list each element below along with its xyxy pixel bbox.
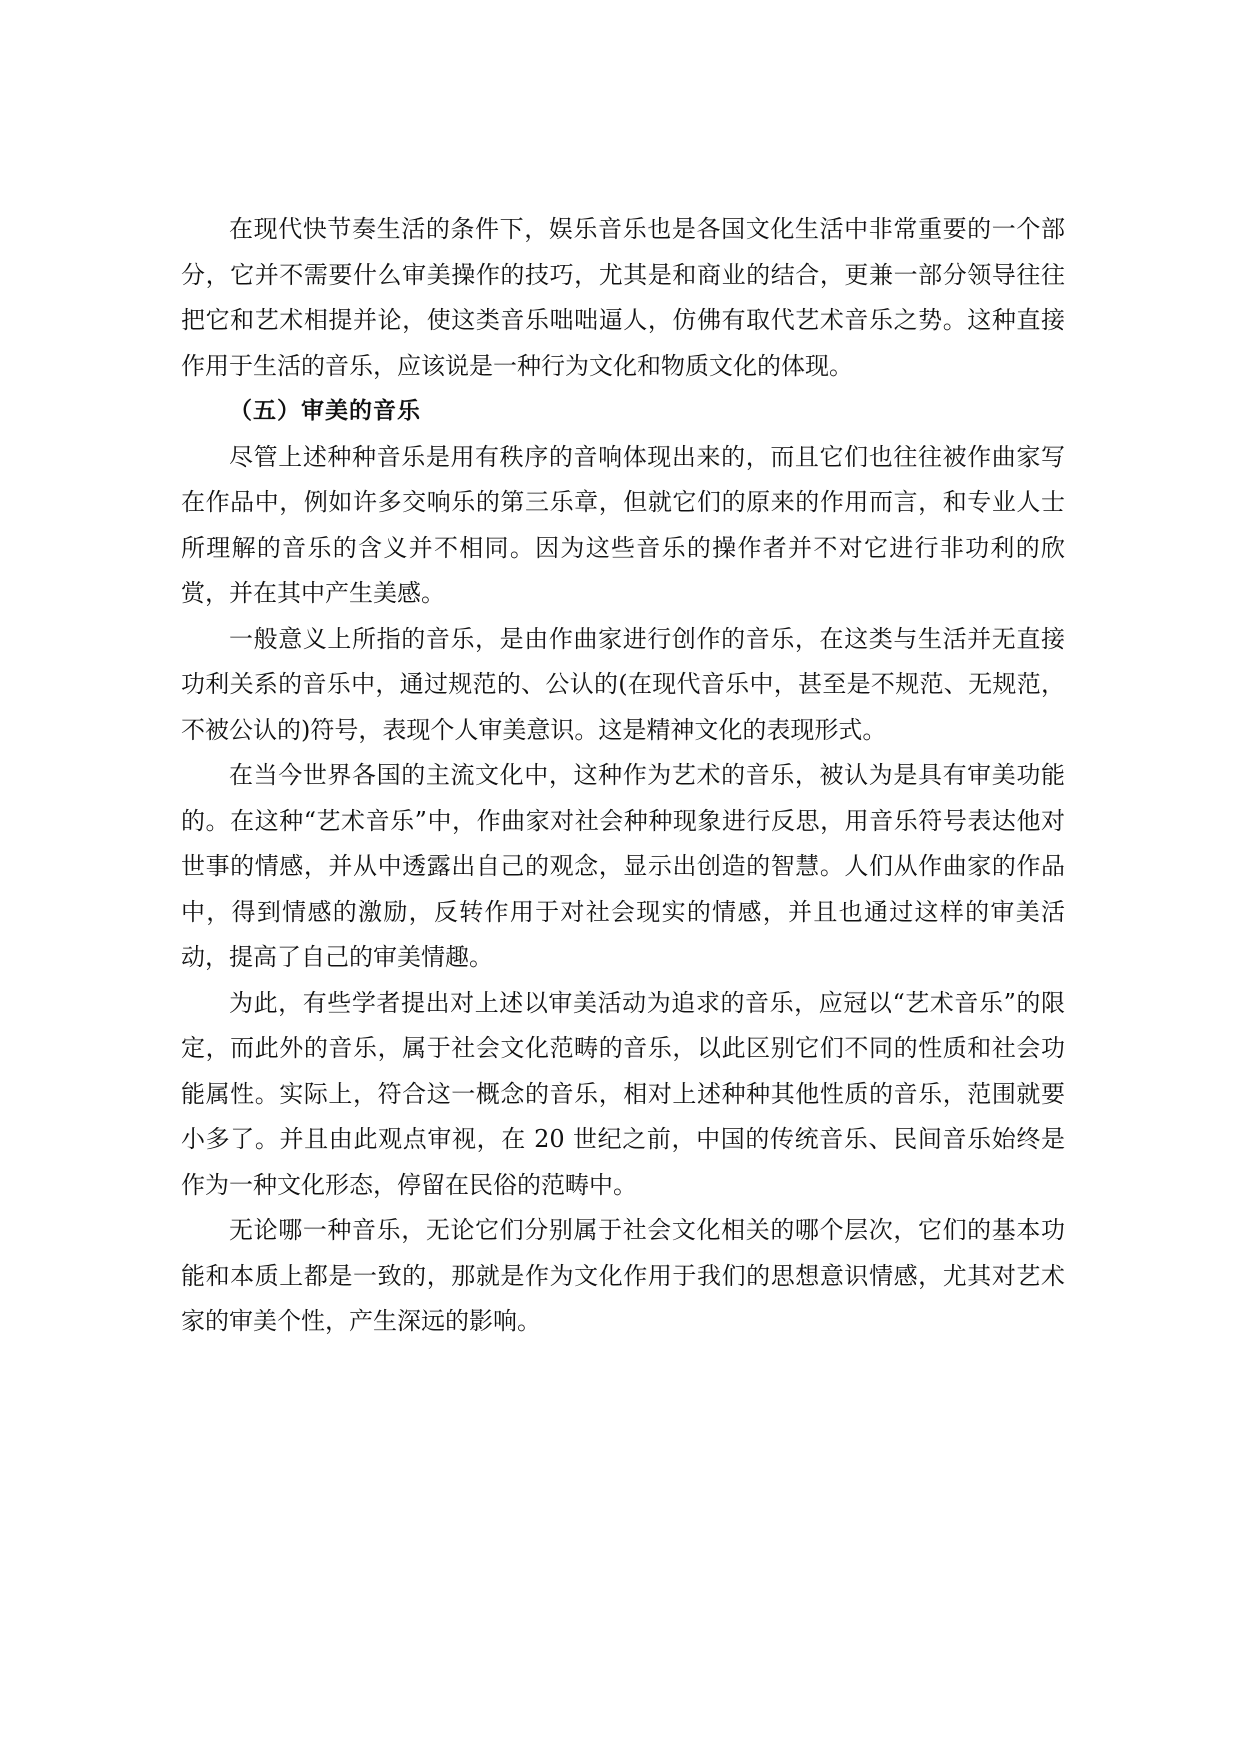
document-body [181, 207, 1065, 1345]
paragraph-entertainment-music: 在现代快节奏生活的条件下，娱乐音乐也是各国文化生活中非常重要的一个部分，它并不需要什么审美操作的技巧，尤其是和商业的结合，更兼一部分领导往往把它和艺术相提并论，使这类音乐咄咄逼人，仿佛有取代艺术音乐之势。这种直接作用于生活的音乐，应该说是一种行为文化和物质文化的体现。 [181, 215, 1065, 380]
paragraph-art-music: 在当今世界各国的主流文化中，这种作为艺术的音乐，被认为是具有审美功能的。在这种“艺术音乐”中，作曲家对社会种种现象进行反思，用音乐符号表达他对世事的情感，并从中透露出自己的观念，显示出创造的智慧。人们从作曲家的作品中，得到情感的激励，反转作用于对社会现实的情感，并且也通过这样的审美活动，提高了自己的审美情趣。 [181, 761, 1065, 971]
paragraph-functional-music: 尽管上述种种音乐是用有秩序的音响体现出来的，而且它们也往往被作曲家写在作品中，例如许多交响乐的第三乐章，但就它们的原来的作用而言，和专业人士所理解的音乐的含义并不相同。因为这些音乐的操作者并不对它进行非功利的欣赏，并在其中产生美感。 [181, 442, 1065, 607]
section-heading: （五）审美的音乐 [229, 398, 421, 424]
paragraph-composed-music: 一般意义上所指的音乐，是由作曲家进行创作的音乐，在这类与生活并无直接功利关系的音乐中，通过规范的、公认的(在现代音乐中，甚至是不规范、无规范，不被公认的)符号，表现个人审美意识。这是精神文化的表现形式。 [181, 624, 1065, 744]
paragraph-scholars-view: 为此，有些学者提出对上述以审美活动为追求的音乐，应冠以“艺术音乐”的限定，而此外的音乐，属于社会文化范畴的音乐，以此区别它们不同的性质和社会功能属性。实际上，符合这一概念的音乐，相对上述种种其他性质的音乐，范围就要小多了。并且由此观点审视，在 20 世纪之前，中国的传统音乐、民间音乐始终是作为一种文化形态，停留在民俗的范畴中。 [181, 988, 1065, 1199]
paragraph-conclusion: 无论哪一种音乐，无论它们分别属于社会文化相关的哪个层次，它们的基本功能和本质上都是一致的，那就是作为文化作用于我们的思想意识情感，尤其对艺术家的审美个性，产生深远的影响。 [181, 1216, 1065, 1335]
